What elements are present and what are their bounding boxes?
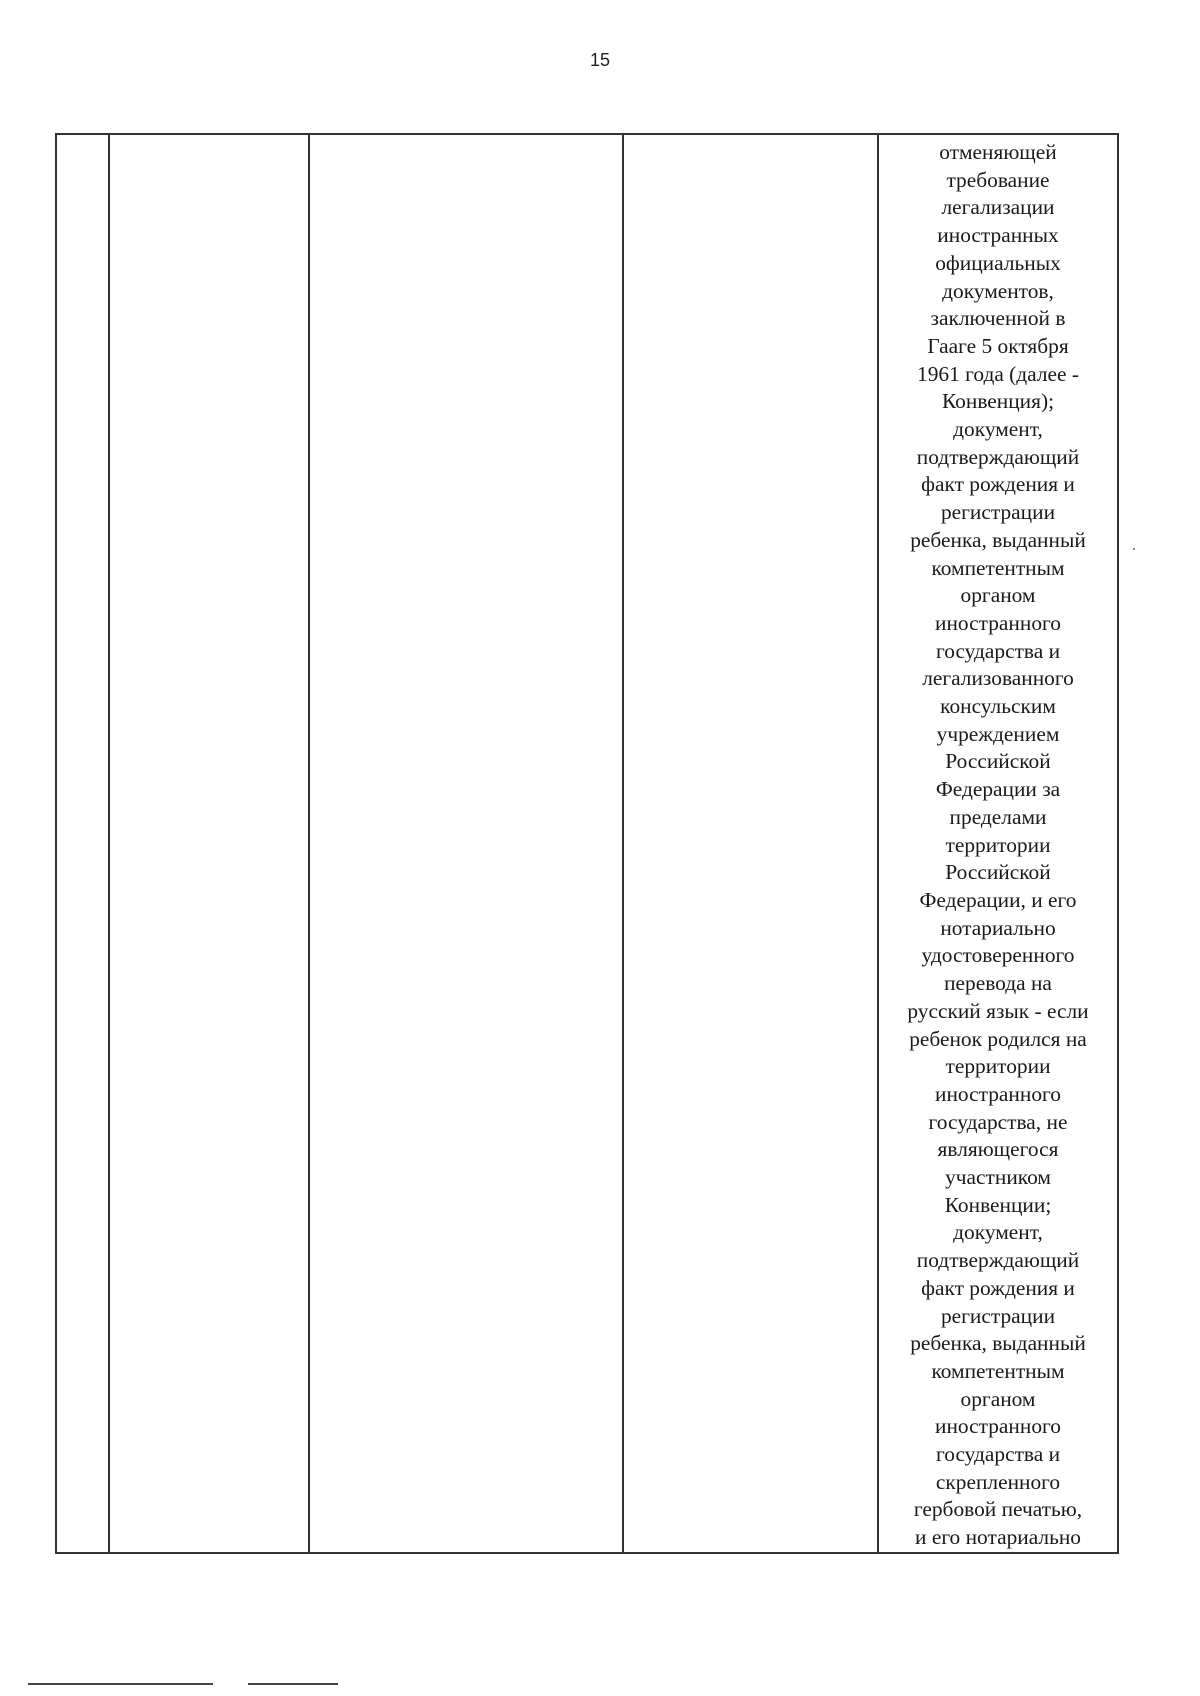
text-line: территории (945, 832, 1051, 857)
text-line: гербовой печатью, (913, 1497, 1083, 1522)
text-line: ребенок родился на (909, 1026, 1087, 1051)
text-line: иностранного (935, 1081, 1061, 1106)
text-line: документ, (953, 1220, 1043, 1245)
table-cell-col-4 (623, 134, 878, 1553)
text-line: факт рождения и (921, 472, 1075, 497)
document-requirements-text (879, 135, 1117, 1552)
text-line: являющегося (937, 1137, 1059, 1162)
footer-rule (28, 1683, 368, 1685)
text-line: Федерации, и его (919, 887, 1077, 912)
text-line: подтверждающий (916, 1248, 1080, 1273)
text-line: территории (945, 1054, 1051, 1079)
text-line: иностранного (935, 1414, 1061, 1439)
text-line: документов, (942, 278, 1054, 303)
text-line: государства и (935, 1442, 1061, 1467)
text-line: удостоверенного (921, 943, 1075, 968)
text-line: органом (960, 1386, 1036, 1411)
text-line: перевода на (944, 971, 1052, 996)
text-line: ребенка, выданный (910, 1331, 1086, 1356)
text-line: Российской (945, 860, 1051, 885)
text-line: официальных (935, 250, 1061, 275)
text-line: отменяющей (939, 140, 1057, 164)
text-line: компетентным (931, 555, 1065, 580)
text-line: участником (945, 1165, 1051, 1190)
text-line: регистрации (940, 1303, 1056, 1328)
text-line: нотариально (940, 915, 1056, 940)
text-line: государства, не (928, 1109, 1068, 1134)
table-cell-col-3 (309, 134, 623, 1553)
table-cell-col-5 (878, 134, 1118, 1553)
table-cell-col-1 (56, 134, 109, 1553)
page-number: 15 (589, 50, 611, 70)
text-line: заключенной в (930, 306, 1066, 331)
text-line: легализации (941, 195, 1055, 220)
text-line: и его нотариально (915, 1525, 1081, 1550)
text-line: подтверждающий (916, 444, 1080, 469)
document-table (55, 133, 1119, 1554)
text-line: Конвенция); (941, 389, 1055, 414)
text-line: учреждением (936, 721, 1060, 746)
text-line: скрепленного (935, 1469, 1061, 1494)
text-line: Конвенции; (944, 1192, 1052, 1217)
text-line: Федерации за (935, 777, 1061, 802)
text-line: русский язык - если (907, 998, 1089, 1023)
text-line: ребенка, выданный (910, 527, 1086, 552)
text-line: легализованного (922, 666, 1074, 691)
text-line: государства и (935, 638, 1061, 663)
text-line: 1961 года (далее - (917, 361, 1079, 386)
table-cell-col-2 (109, 134, 309, 1553)
text-line: регистрации (940, 500, 1056, 525)
text-line: Гааге 5 октября (927, 333, 1069, 358)
text-line: консульским (940, 694, 1056, 719)
text-line: компетентным (931, 1358, 1065, 1383)
text-line: иностранного (935, 610, 1061, 635)
text-line: документ, (953, 417, 1043, 442)
text-line: Российской (945, 749, 1051, 774)
table-row (56, 134, 1118, 1553)
text-line: иностранных (937, 223, 1059, 248)
text-line: органом (960, 583, 1036, 608)
text-line: пределами (949, 804, 1047, 829)
text-line: факт рождения и (921, 1275, 1075, 1300)
text-line: требование (946, 167, 1050, 192)
scan-artifact-dot (1133, 548, 1135, 550)
